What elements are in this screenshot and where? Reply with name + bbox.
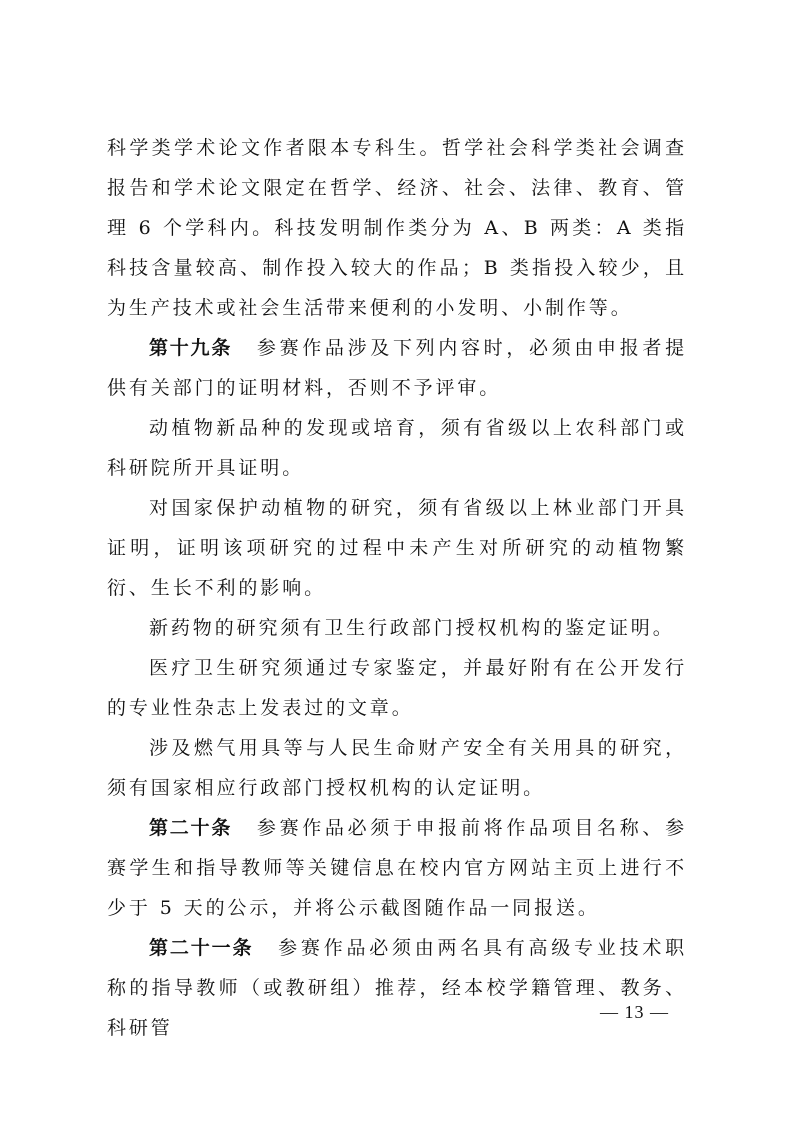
paragraph	[107, 728, 687, 808]
paragraph-text: 科学类学术论文作者限本专科生。哲学社会科学类社会调查报告和学术论文限定在哲学、经济、社会、法律、教育、管理 6 个学科内。科技发明制作类分为 A、B 两类：A 类指科技含量较高、制作投入较大的作品；B 类指投入较少，且为生产技术或社会生活带来便利的小发明、小制作等。	[107, 137, 687, 319]
paragraph	[107, 648, 687, 728]
paragraph-text: 参赛作品涉及下列内容时，必须由申报者提供有关部门的证明材料，否则不予评审。	[107, 337, 687, 399]
page-number: — 13 —	[600, 1002, 669, 1022]
paragraph	[107, 488, 687, 608]
article-20	[107, 808, 687, 928]
article-heading: 第二十条	[149, 817, 233, 839]
body-text	[107, 128, 687, 1048]
paragraph	[107, 608, 687, 648]
paragraph-continued	[107, 128, 687, 328]
paragraph-text: 涉及燃气用具等与人民生命财产安全有关用具的研究，须有国家相应行政部门授权机构的认定证明。	[107, 737, 687, 799]
paragraph-text: 参赛作品必须由两名具有高级专业技术职称的指导教师（或教研组）推荐，经本校学籍管理、教务、科研管	[107, 937, 687, 1039]
paragraph-text: 新药物的研究须有卫生行政部门授权机构的鉴定证明。	[149, 617, 675, 639]
article-heading: 第十九条	[149, 337, 233, 359]
article-heading: 第二十一条	[149, 937, 254, 959]
paragraph-text: 对国家保护动植物的研究，须有省级以上林业部门开具证明，证明该项研究的过程中未产生对所研究的动植物繁衍、生长不利的影响。	[107, 497, 687, 599]
paragraph	[107, 408, 687, 488]
article-19	[107, 328, 687, 408]
article-21	[107, 928, 687, 1048]
paragraph-text: 医疗卫生研究须通过专家鉴定，并最好附有在公开发行的专业性杂志上发表过的文章。	[107, 657, 687, 719]
paragraph-text: 动植物新品种的发现或培育，须有省级以上农科部门或科研院所开具证明。	[107, 417, 687, 479]
paragraph-text: 参赛作品必须于申报前将作品项目名称、参赛学生和指导教师等关键信息在校内官方网站主页上进行不少于 5 天的公示，并将公示截图随作品一同报送。	[107, 817, 687, 919]
